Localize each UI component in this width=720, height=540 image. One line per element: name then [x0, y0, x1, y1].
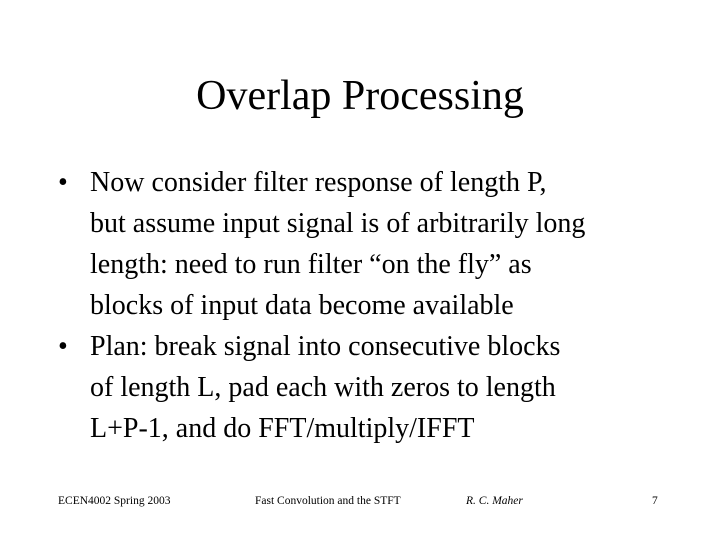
bullet-line: Now consider filter response of length P,: [90, 167, 547, 198]
bullet-item: [58, 326, 698, 449]
bullet-line: L+P-1, and do FFT/multiply/IFFT: [90, 413, 475, 444]
bullet-marker: •: [58, 167, 68, 198]
bullet-line: of length L, pad each with zeros to length: [90, 372, 556, 403]
slide-title: Overlap Processing: [196, 73, 524, 119]
bullet-line: but assume input signal is of arbitrarily long: [90, 208, 586, 239]
bullet-line: length: need to run filter “on the fly” as: [90, 249, 532, 280]
bullet-marker: •: [58, 331, 68, 362]
footer-topic: Fast Convolution and the STFT: [255, 495, 401, 507]
bullet-line: Plan: break signal into consecutive blocks: [90, 331, 561, 362]
footer-page-number: 7: [652, 495, 658, 507]
footer-author: R. C. Maher: [466, 495, 523, 507]
bullet-item: [58, 162, 698, 326]
footer-course: ECEN4002 Spring 2003: [58, 495, 171, 507]
bullet-line: blocks of input data become available: [90, 290, 514, 321]
bullet-list: [58, 162, 698, 449]
